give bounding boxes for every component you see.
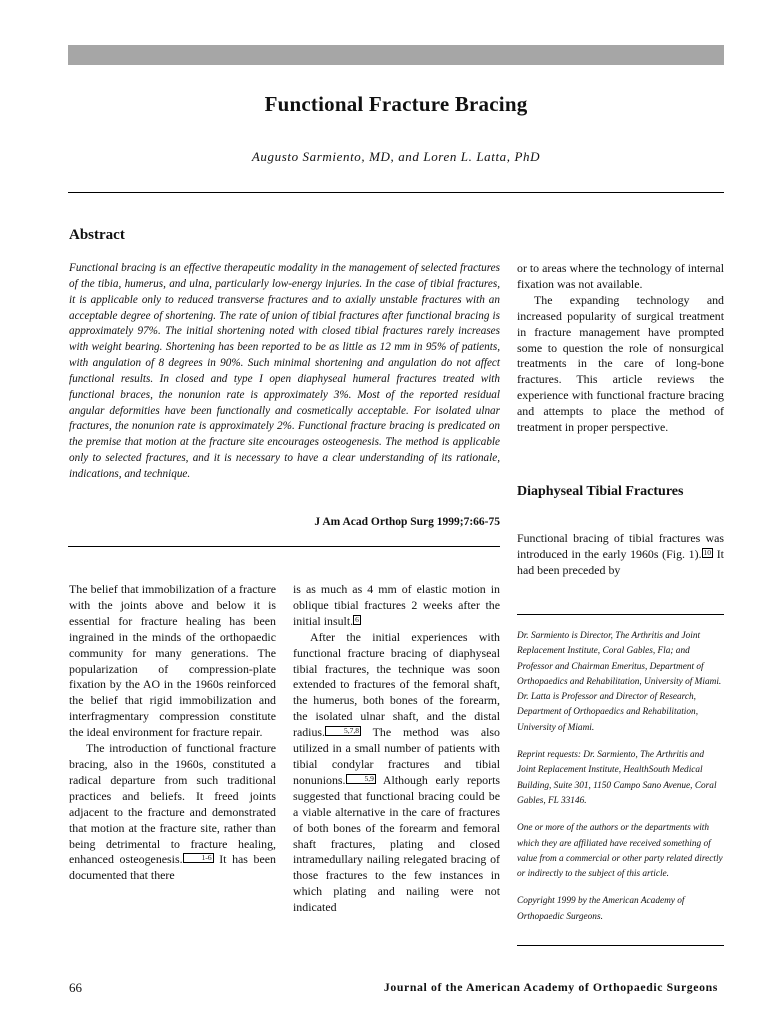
divider-top <box>68 192 724 193</box>
header-bar <box>68 45 724 65</box>
reprint-note: Reprint requests: Dr. Sarmiento, The Arthritis and Joint Replacement Institute, HealthSouth Medical Building, Suite 301, 1150 Campo Sano Avenue, Coral Gables, FL 33146. <box>517 750 717 806</box>
reference-link[interactable]: 1-6 <box>183 853 214 863</box>
abstract-heading: Abstract <box>69 227 125 243</box>
paragraph-text: Functional bracing of tibial fractures was introduced in the early 1960s (Fig. 1). <box>517 531 724 561</box>
paragraph <box>293 630 500 916</box>
paragraph: or to areas where the technology of internal fixation was not available. <box>517 261 725 291</box>
paragraph: The expanding technology and increased popularity of surgical treatment in fracture management have prompted some to question the role of nonsurgical treatments in the care of long-bone fractures. This article reviews the experience with functional fracture bracing and attempts to place the method of treatment in proper perspective. <box>517 292 724 435</box>
journal-name: Journal of the American Academy of Orthopaedic Surgeons <box>383 980 718 994</box>
section-heading: Diaphyseal Tibial Fractures <box>517 484 684 499</box>
paragraph-text: is as much as 4 mm of elastic motion in oblique tibial fractures 2 weeks after the initial insult. <box>293 582 500 628</box>
paragraph-text: Although early reports suggested that functional bracing could be a viable alternative in the care of fractures of both bones of the forearm and femoral shaft fractures, plating and closed intramedullary nailing relegated bracing of those fractures to the few instances in which plating and nailing were not indicated <box>293 772 500 915</box>
page-number: 66 <box>69 980 82 995</box>
body-column-3 <box>517 261 724 436</box>
reference-link[interactable]: 5,9 <box>346 774 376 784</box>
body-column-1 <box>69 582 276 884</box>
divider-abstract <box>68 546 500 547</box>
paragraph <box>293 582 500 630</box>
paragraph-text: The method was also utilized in a small number of patients with tibial condylar fractures and tibial nonunions. <box>293 725 500 787</box>
divider-notes-bottom <box>517 945 724 946</box>
paragraph-text: It had been preceded by <box>517 546 724 577</box>
paragraph-text: The introduction of functional fracture bracing, also in the 1960s, constituted a radical departure from such traditional practices and beliefs. It freed joints adjacent to the fracture and demonstrated that motion at the fracture site, rather than being detrimental to fracture healing, enhanced osteogenesis. <box>69 741 276 867</box>
paragraph <box>69 741 276 884</box>
abstract-citation: J Am Acad Orthop Surg 1999;7:66-75 <box>314 516 500 528</box>
copyright-note: Copyright 1999 by the American Academy of Orthopaedic Surgeons. <box>517 896 685 922</box>
article-authors: Augusto Sarmiento, MD, and Loren L. Latta, PhD <box>251 149 541 164</box>
reference-link[interactable]: 10 <box>703 547 712 557</box>
section-body <box>517 531 724 579</box>
divider-notes-top <box>517 614 724 615</box>
disclosure-note: One or more of the authors or the departments with which they are affiliated have received something of value from a commercial or other party related directly or indirectly to the subject of this article. <box>517 823 723 880</box>
paragraph <box>517 531 724 579</box>
reference-link[interactable]: 5,7,8 <box>325 726 361 736</box>
body-column-2 <box>293 582 500 916</box>
article-title: Functional Fracture Bracing <box>264 92 528 116</box>
paragraph: The belief that immobilization of a fracture with the joints above and below it is essential for fracture healing has been ingrained in the minds of the orthopaedic community for many generations. The popularization of compression-plate fixation by the AO in the 1960s reinforced the belief that rigid immobilization and interfragmentary compression constitute the ideal environment for fracture repair. <box>69 582 276 740</box>
paragraph-text: It has been documented that there <box>69 852 276 883</box>
author-notes <box>517 629 724 937</box>
reference-link[interactable]: 6 <box>355 614 359 624</box>
affiliation-note: Dr. Sarmiento is Director, The Arthritis and Joint Replacement Institute, Coral Gables, Fla; and Professor and Chairman Emeritus, Department of Orthopaedics and Rehabilitation, University of Miami. Dr. Latta is Professor and Director of Research, Department of Orthopaedics and Rehabilitation, University of Miami. <box>517 631 722 733</box>
paragraph-text: After the initial experiences with functional fracture bracing of diaphyseal tibial fractures, the technique was soon extended to fractures of the femoral shaft, the humerus, both bones of the forearm, the isolated ulnar shaft, and the distal radius. <box>293 629 500 740</box>
abstract-text: Functional bracing is an effective therapeutic modality in the management of selected fractures of the tibia, humerus, and ulna, particularly low-energy injuries. In the case of tibial fractures, it is applicable only to reduced transverse fractures and to axially unstable fractures with an acceptable degree of shortening. The rate of union of tibial fractures after functional bracing is approximately 97%. The initial shortening noted with closed tibial fractures rarely increases with weight bearing. Shortening has been reported to be as little as 12 mm in 95% of patients, with angulation of 8 degrees in 90%. Such minimal shortening and angulation do not affect functional results. In closed and type I open diaphyseal humeral fractures treated with functional braces, the nonunion rate is approximately 3%. Most of the reported residual angular deformities have been functionally and cosmetically acceptable. For isolated ulnar fractures, the nonunion rate is approximately 2%. Functional fracture bracing is predicated on the premise that motion at the fracture site encourages osteogenesis. The method is applicable only to selected fractures, and it is necessary to have a clear understanding of its rationale, indications, and technique. <box>69 262 500 480</box>
